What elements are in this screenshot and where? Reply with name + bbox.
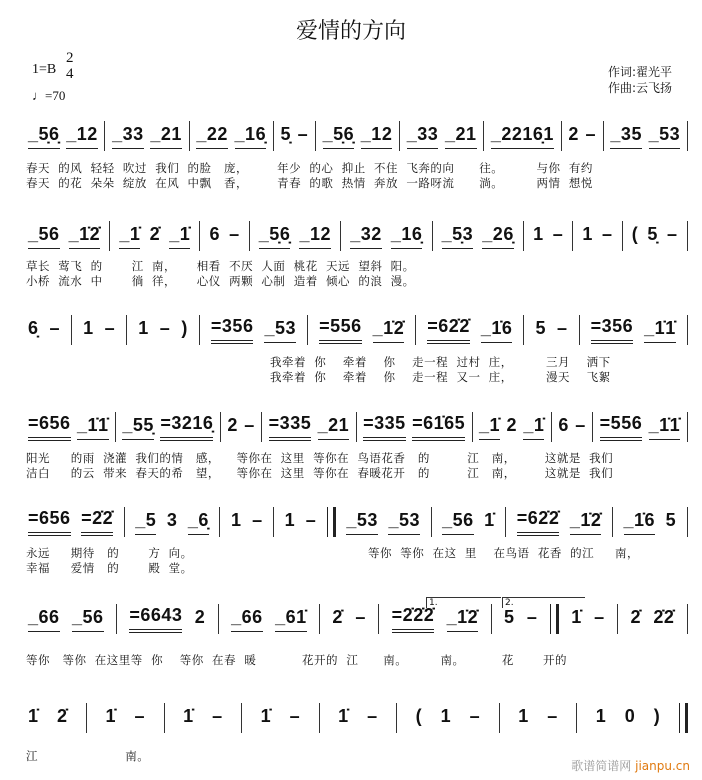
- note-group: _33: [407, 124, 439, 149]
- note-group: _21: [150, 124, 182, 149]
- note-group: 2: [194, 607, 206, 627]
- watermark-cn: 歌谱简谱网: [571, 759, 632, 773]
- barline: [431, 507, 432, 537]
- note-group: –: [297, 124, 309, 144]
- lyric-line: 我牵着 你 牵着 你 走一程 又一 庄， 漫天 飞絮: [270, 370, 611, 384]
- note-group: =356: [591, 316, 634, 344]
- note-group: _21: [445, 124, 477, 149]
- note-group: _5̣3: [442, 224, 474, 249]
- barline: [687, 507, 688, 537]
- note-group: –: [134, 706, 146, 726]
- note-group: –: [367, 706, 378, 726]
- lyric-line: 春天 的风 轻轻 吹过 我们 的脸 庞， 年少 的心 抑止 不住 飞奔的向 往。 与你 有约: [26, 161, 593, 175]
- note-group: –: [526, 607, 538, 627]
- note-group: (: [631, 224, 639, 244]
- note-group: –: [469, 706, 481, 726]
- lyric-line: 江 南。: [26, 749, 150, 763]
- note-group: _12: [66, 124, 98, 149]
- note-group: =62̇2̇: [517, 508, 560, 536]
- note-group: _6̣: [188, 510, 209, 535]
- barline: [273, 121, 274, 151]
- note-group: =6643: [129, 605, 182, 633]
- note-group: _66: [231, 607, 263, 632]
- note-group: =356: [211, 316, 254, 344]
- barline: [603, 121, 604, 151]
- note-group: _5: [135, 510, 156, 535]
- lyric-line: 草长 莺飞 的 江 南， 相看 不厌 人面 桃花 天远 望斜 阳。: [26, 259, 415, 273]
- barline: [315, 121, 316, 151]
- barline: [617, 604, 618, 634]
- note-group: =3216̣: [160, 413, 213, 441]
- tempo-marking: ♩=70: [32, 88, 66, 103]
- note-group: _26̣: [482, 224, 514, 249]
- barline: [561, 121, 562, 151]
- note-group: =62̇2̇: [427, 316, 470, 344]
- note-group: –: [552, 224, 564, 244]
- note-group: _1̇1̇: [649, 415, 681, 440]
- note-group: _1̇: [119, 224, 140, 249]
- note-group: –: [667, 224, 678, 244]
- note-group: –: [229, 224, 240, 244]
- barline: [483, 121, 484, 151]
- lyric-line: 永远 期待 的 方 向。: [26, 546, 193, 560]
- barline: [116, 604, 117, 634]
- note-group: _2216̣1: [491, 124, 554, 149]
- song-title: 爱情的方向: [295, 19, 406, 44]
- note-group: 2̇: [149, 224, 161, 244]
- lyric-line: 洁白 的云 带来 春天的希 望， 等你在 这里 等你在 春暖花开 的 江 南， 这就是 我们: [26, 466, 614, 480]
- barline: [273, 507, 274, 537]
- barline: [199, 315, 200, 345]
- lyricist: 作词:翟光平: [608, 65, 673, 79]
- note-group: 1: [138, 318, 149, 338]
- note-group: 1: [533, 224, 544, 244]
- note-group: _5̣6̣: [259, 224, 291, 249]
- note-group: _32: [350, 224, 382, 249]
- note-group: _61̇: [275, 607, 307, 632]
- note-group: –: [159, 318, 171, 338]
- barline: [189, 121, 190, 151]
- barline: [687, 604, 688, 634]
- barline: [523, 315, 524, 345]
- note-group: _66: [28, 607, 60, 632]
- note-group: 3: [166, 510, 178, 530]
- note-group: _1̇2̇: [69, 224, 101, 249]
- note-group: 6: [209, 224, 220, 244]
- composer: 作曲:云飞扬: [608, 81, 673, 95]
- barline: [115, 412, 116, 442]
- note-group: _5̣6̣: [28, 124, 60, 149]
- barline: [499, 703, 500, 733]
- watermark-en: jianpu.cn: [635, 759, 690, 773]
- barline: [126, 315, 127, 345]
- note-group: _1̇: [169, 224, 190, 249]
- barline: [220, 412, 221, 442]
- note-group: 1̇: [28, 706, 39, 726]
- note-group: _1̇6: [481, 318, 513, 343]
- note-group: _1̇2̇: [570, 510, 602, 535]
- barline: [109, 221, 110, 251]
- note-group: 2: [506, 415, 517, 435]
- barline: [579, 315, 580, 345]
- note-group: 1: [440, 706, 452, 726]
- note-group: _1̇2̇: [447, 607, 479, 632]
- barline: [687, 412, 688, 442]
- key-signature: 1=B: [32, 62, 57, 77]
- barline: [319, 703, 320, 733]
- note-group: _56: [442, 510, 474, 535]
- note-group: ): [653, 706, 661, 726]
- lyric-line: 等你 等你 在这 里 在鸟语 花香 的江 南，: [368, 546, 639, 560]
- lyric-line: 等你 等你 在这里等 你 等你 在春 暖 花开的 江 南。 南。 花 开的: [26, 653, 568, 667]
- watermark: [571, 757, 690, 774]
- staff-system: [28, 313, 688, 347]
- note-group: _16̣: [391, 224, 423, 249]
- note-group: 1: [582, 224, 593, 244]
- barline: [319, 604, 320, 634]
- double-barline: [550, 604, 559, 634]
- note-group: _1̇: [523, 415, 544, 440]
- note-group: =556: [319, 316, 362, 344]
- note-group: _22: [196, 124, 228, 149]
- note-group: 1: [595, 706, 607, 726]
- note-group: =2̇2̇: [81, 508, 113, 536]
- note-group: 6: [558, 415, 569, 435]
- staff-system: [28, 219, 688, 253]
- note-group: –: [49, 318, 61, 338]
- barline: [491, 604, 492, 634]
- note-group: _56: [72, 607, 104, 632]
- barline: [576, 703, 577, 733]
- lyric-line: 幸福 爱情 的 殿 堂。: [26, 561, 193, 575]
- staff-system: [28, 410, 688, 444]
- note-group: –: [602, 224, 613, 244]
- lyric-line: 春天 的花 朵朵 绽放 在风 中飘 香， 青春 的歌 热情 奔放 一路呀流 淌。 两情 想悦: [26, 176, 593, 190]
- note-group: 1̇: [105, 706, 117, 726]
- barline: [472, 412, 473, 442]
- note-group: _53: [346, 510, 378, 535]
- note-group: _53: [388, 510, 420, 535]
- note-group: 2: [227, 415, 238, 435]
- barline: [241, 703, 242, 733]
- barline: [378, 604, 379, 634]
- double-barline: [327, 507, 336, 537]
- note-group: –: [585, 124, 597, 144]
- note-group: 1: [83, 318, 94, 338]
- note-group: –: [355, 607, 366, 627]
- note-group: –: [557, 318, 568, 338]
- barline: [86, 703, 87, 733]
- note-group: –: [212, 706, 223, 726]
- barline: [523, 221, 524, 251]
- note-group: 1̇: [338, 706, 349, 726]
- note-group: –: [289, 706, 301, 726]
- note-group: 1̇: [484, 510, 495, 530]
- note-group: 1̇: [571, 607, 582, 627]
- barline: [218, 604, 219, 634]
- note-group: _12: [361, 124, 393, 149]
- note-group: _21: [318, 415, 350, 440]
- note-group: 1: [518, 706, 529, 726]
- note-group: =556: [600, 413, 643, 441]
- note-group: _12: [299, 224, 331, 249]
- note-group: 1̇: [183, 706, 194, 726]
- double-barline: [679, 703, 688, 733]
- barline: [572, 221, 573, 251]
- barline: [261, 412, 262, 442]
- barline: [687, 315, 688, 345]
- note-group: =656: [28, 508, 71, 536]
- note-group: =335: [269, 413, 312, 441]
- note-group: _16̣: [235, 124, 267, 149]
- note-group: 0: [624, 706, 636, 726]
- note-group: 5̣: [280, 124, 291, 144]
- barline: [104, 121, 105, 151]
- note-group: =2̇2̇2̇: [392, 605, 435, 633]
- note-group: 2̇: [332, 607, 343, 627]
- note-group: (: [415, 706, 423, 726]
- barline: [199, 221, 200, 251]
- note-group: _1̇6: [624, 510, 656, 535]
- barline: [164, 703, 165, 733]
- barline: [396, 703, 397, 733]
- note-group: _53: [649, 124, 681, 149]
- note-group: _56: [28, 224, 60, 249]
- note-group: _53: [264, 318, 296, 343]
- note-group: 5: [665, 510, 677, 530]
- note-group: 1: [284, 510, 296, 530]
- time-sig-bottom: 4: [66, 66, 74, 82]
- note-group: 1̇: [260, 706, 272, 726]
- barline: [307, 315, 308, 345]
- note-group: _1̇2̇: [373, 318, 405, 343]
- barline: [340, 221, 341, 251]
- barline: [249, 221, 250, 251]
- note-group: 2̇: [57, 706, 68, 726]
- barline: [592, 412, 593, 442]
- staff-system: [28, 505, 688, 539]
- staff-system: [28, 119, 688, 153]
- note-group: –: [244, 415, 255, 435]
- note-group: 5: [535, 318, 546, 338]
- lyric-line: 小桥 流水 中 徜 徉， 心仪 两颗 心制 造着 倾心 的浪 漫。: [26, 274, 415, 288]
- note-group: 6̣: [28, 318, 39, 338]
- note-group: –: [104, 318, 116, 338]
- barline: [551, 412, 552, 442]
- note-group: –: [547, 706, 558, 726]
- note-group: 2̇2̇: [653, 607, 675, 627]
- second-ending: 2.: [502, 597, 585, 608]
- note-group: –: [594, 607, 605, 627]
- staff-system: [28, 701, 688, 735]
- time-signature: [66, 50, 74, 82]
- barline: [432, 221, 433, 251]
- first-ending: 1.: [426, 597, 501, 608]
- note-group: 2: [568, 124, 579, 144]
- barline: [622, 221, 623, 251]
- note-group: _1̇1̇: [77, 415, 109, 440]
- note-group: 1: [231, 510, 242, 530]
- note-group: –: [252, 510, 263, 530]
- barline: [505, 507, 506, 537]
- note-group: –: [305, 510, 317, 530]
- barline: [71, 315, 72, 345]
- note-group: 5: [503, 607, 515, 627]
- note-group: _55̣: [122, 415, 154, 440]
- barline: [356, 412, 357, 442]
- barline: [687, 221, 688, 251]
- note-group: 5̣: [647, 224, 658, 244]
- lyric-line: 阳光 的雨 浇灌 我们的情 感， 等你在 这里 等你在 鸟语花香 的 江 南， 这就是 我们: [26, 451, 614, 465]
- note-group: _5̣6̣: [323, 124, 355, 149]
- barline: [612, 507, 613, 537]
- staff-system: [28, 602, 688, 636]
- time-sig-top: 2: [66, 50, 74, 66]
- barline: [124, 507, 125, 537]
- note-group: ): [181, 318, 188, 338]
- note-group: =656: [28, 413, 71, 441]
- note-group: =61̇65: [412, 413, 465, 441]
- note-group: =335: [363, 413, 406, 441]
- note-group: _35: [610, 124, 642, 149]
- note-group: _1̇: [479, 415, 500, 440]
- note-group: _1̇1̇: [644, 318, 676, 343]
- barline: [415, 315, 416, 345]
- note-group: 2̇: [630, 607, 641, 627]
- lyric-line: 我牵着 你 牵着 你 走一程 过村 庄， 三月 洒下: [270, 355, 611, 369]
- barline: [219, 507, 220, 537]
- note-group: _33: [112, 124, 144, 149]
- credits: [608, 64, 672, 96]
- barline: [687, 121, 688, 151]
- barline: [399, 121, 400, 151]
- note-group: –: [575, 415, 586, 435]
